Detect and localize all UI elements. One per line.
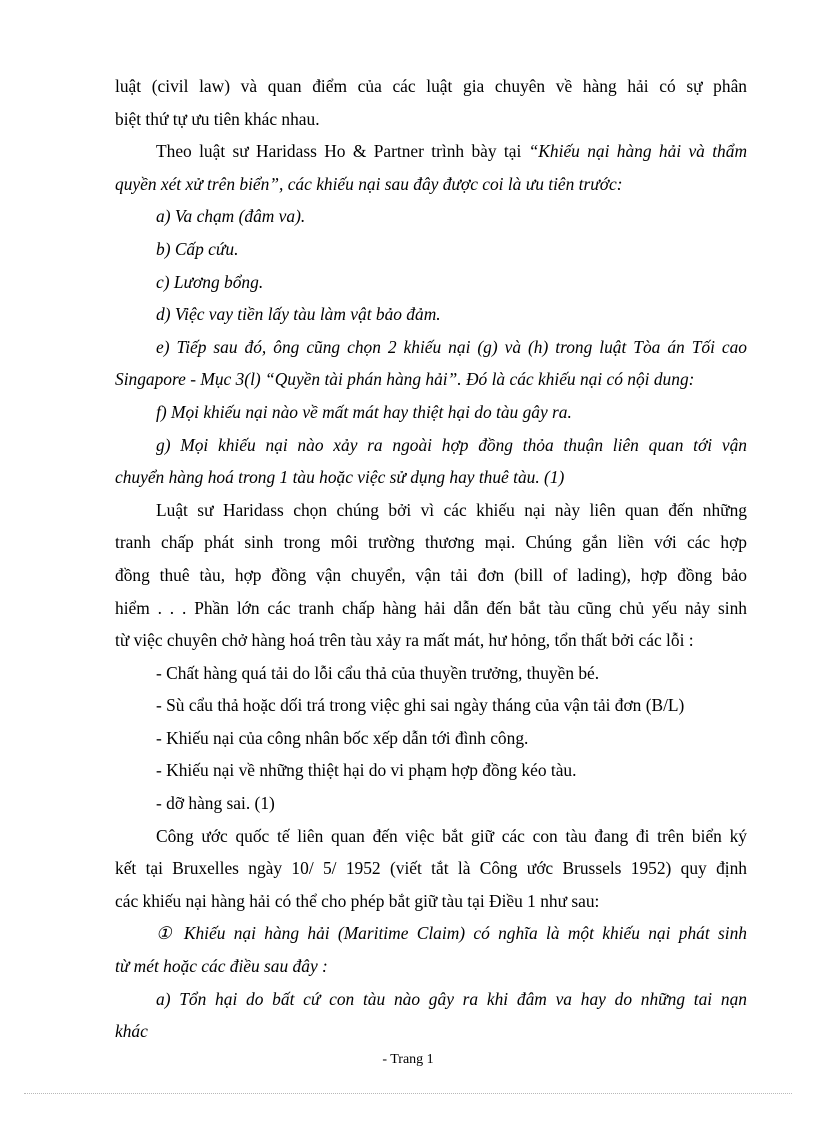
paragraph-2-line-1 xyxy=(115,135,747,168)
paragraph-3-line-4: hiểm . . . Phần lớn các tranh chấp hàng hải dẫn đến bắt tàu cũng chủ yếu nảy sinh xyxy=(115,597,747,618)
list-item-g-line-1: g) Mọi khiếu nại nào xảy ra ngoài hợp đồng thỏa thuận liên quan tới vận xyxy=(156,434,747,455)
page-bottom-divider xyxy=(24,1093,792,1094)
list-item-d: d) Việc vay tiền lấy tàu làm vật bảo đảm. xyxy=(156,304,441,325)
paragraph-5-text: Khiếu nại hàng hải (Maritime Claim) có nghĩa là một khiếu nại phát sinh xyxy=(175,923,747,944)
list-item-b: b) Cấp cứu. xyxy=(156,238,239,259)
circled-one-icon: ① xyxy=(156,923,176,944)
list-item-g-line-2: chuyển hàng hoá trong 1 tàu hoặc việc sử dụng hay thuê tàu. (1) xyxy=(115,467,565,488)
page-body xyxy=(115,70,747,1048)
list-item-e-line-2: Singapore - Mục 3(l) “Quyền tài phán hàng hải”. Đó là các khiếu nại có nội dung: xyxy=(115,369,695,390)
paragraph-5-line-2: từ mét hoặc các điều sau đây : xyxy=(115,956,328,977)
paragraph-3-line-5: từ việc chuyên chở hàng hoá trên tàu xảy ra mất mát, hư hỏng, tổn thất bởi các lỗi : xyxy=(115,630,694,651)
paragraph-1-line-2: biệt thứ tự ưu tiên khác nhau. xyxy=(115,108,320,129)
list-item-e-line-1: e) Tiếp sau đó, ông cũng chọn 2 khiếu nại (g) và (h) trong luật Tòa án Tối cao xyxy=(156,336,747,357)
paragraph-6-line-2: khác xyxy=(115,1021,148,1042)
paragraph-4-line-1: Công ước quốc tế liên quan đến việc bắt giữ các con tàu đang đi trên biển ký xyxy=(156,825,747,846)
page-footer: - Trang 1 xyxy=(382,1052,434,1067)
list-item-a: a) Va chạm (đâm va). xyxy=(156,206,306,227)
list-item-c: c) Lương bổng. xyxy=(156,271,264,292)
paragraph-5-line-1 xyxy=(115,917,747,950)
paragraph-3-line-3: đồng thuê tàu, hợp đồng vận chuyển, vận tải đơn (bill of lading), hợp đồng bảo xyxy=(115,564,747,585)
paragraph-2-lead: Theo luật sư Haridass Ho & Partner trình bày tại xyxy=(156,141,529,162)
paragraph-4-line-3: các khiếu nại hàng hải có thể cho phép bắt giữ tàu tại Điều 1 như sau: xyxy=(115,890,600,911)
dash-item-2: - Sù cẩu thả hoặc dối trá trong việc ghi sai ngày tháng của vận tải đơn (B/L) xyxy=(156,695,685,716)
dash-item-1: - Chất hàng quá tải do lỗi cẩu thả của thuyền trưởng, thuyền bé. xyxy=(156,662,600,683)
dash-item-4: - Khiếu nại về những thiệt hại do vi phạm hợp đồng kéo tàu. xyxy=(156,760,577,781)
paragraph-2-line-2: quyền xét xử trên biển”, các khiếu nại sau đây được coi là ưu tiên trước: xyxy=(115,173,623,194)
paragraph-3-line-2: tranh chấp phát sinh trong môi trường thương mại. Chúng gắn liền với các hợp xyxy=(115,532,747,553)
paragraph-6-line-1: a) Tổn hại do bất cứ con tàu nào gây ra khi đâm va hay do những tai nạn xyxy=(156,988,747,1009)
paragraph-2-quote-title: “Khiếu nại hàng hải và thẩm xyxy=(528,141,747,162)
paragraph-3-line-1: Luật sư Haridass chọn chúng bởi vì các khiếu nại này liên quan đến những xyxy=(156,499,747,520)
list-item-f: f) Mọi khiếu nại nào về mất mát hay thiệt hại do tàu gây ra. xyxy=(156,401,572,422)
paragraph-4-line-2: kết tại Bruxelles ngày 10/ 5/ 1952 (viết tắt là Công ước Brussels 1952) quy định xyxy=(115,858,747,879)
dash-item-5: - dỡ hàng sai. (1) xyxy=(156,793,275,814)
dash-item-3: - Khiếu nại của công nhân bốc xếp dẫn tới đình công. xyxy=(156,727,529,748)
paragraph-1-line-1: luật (civil law) và quan điểm của các luật gia chuyên về hàng hải có sự phân xyxy=(115,76,747,96)
